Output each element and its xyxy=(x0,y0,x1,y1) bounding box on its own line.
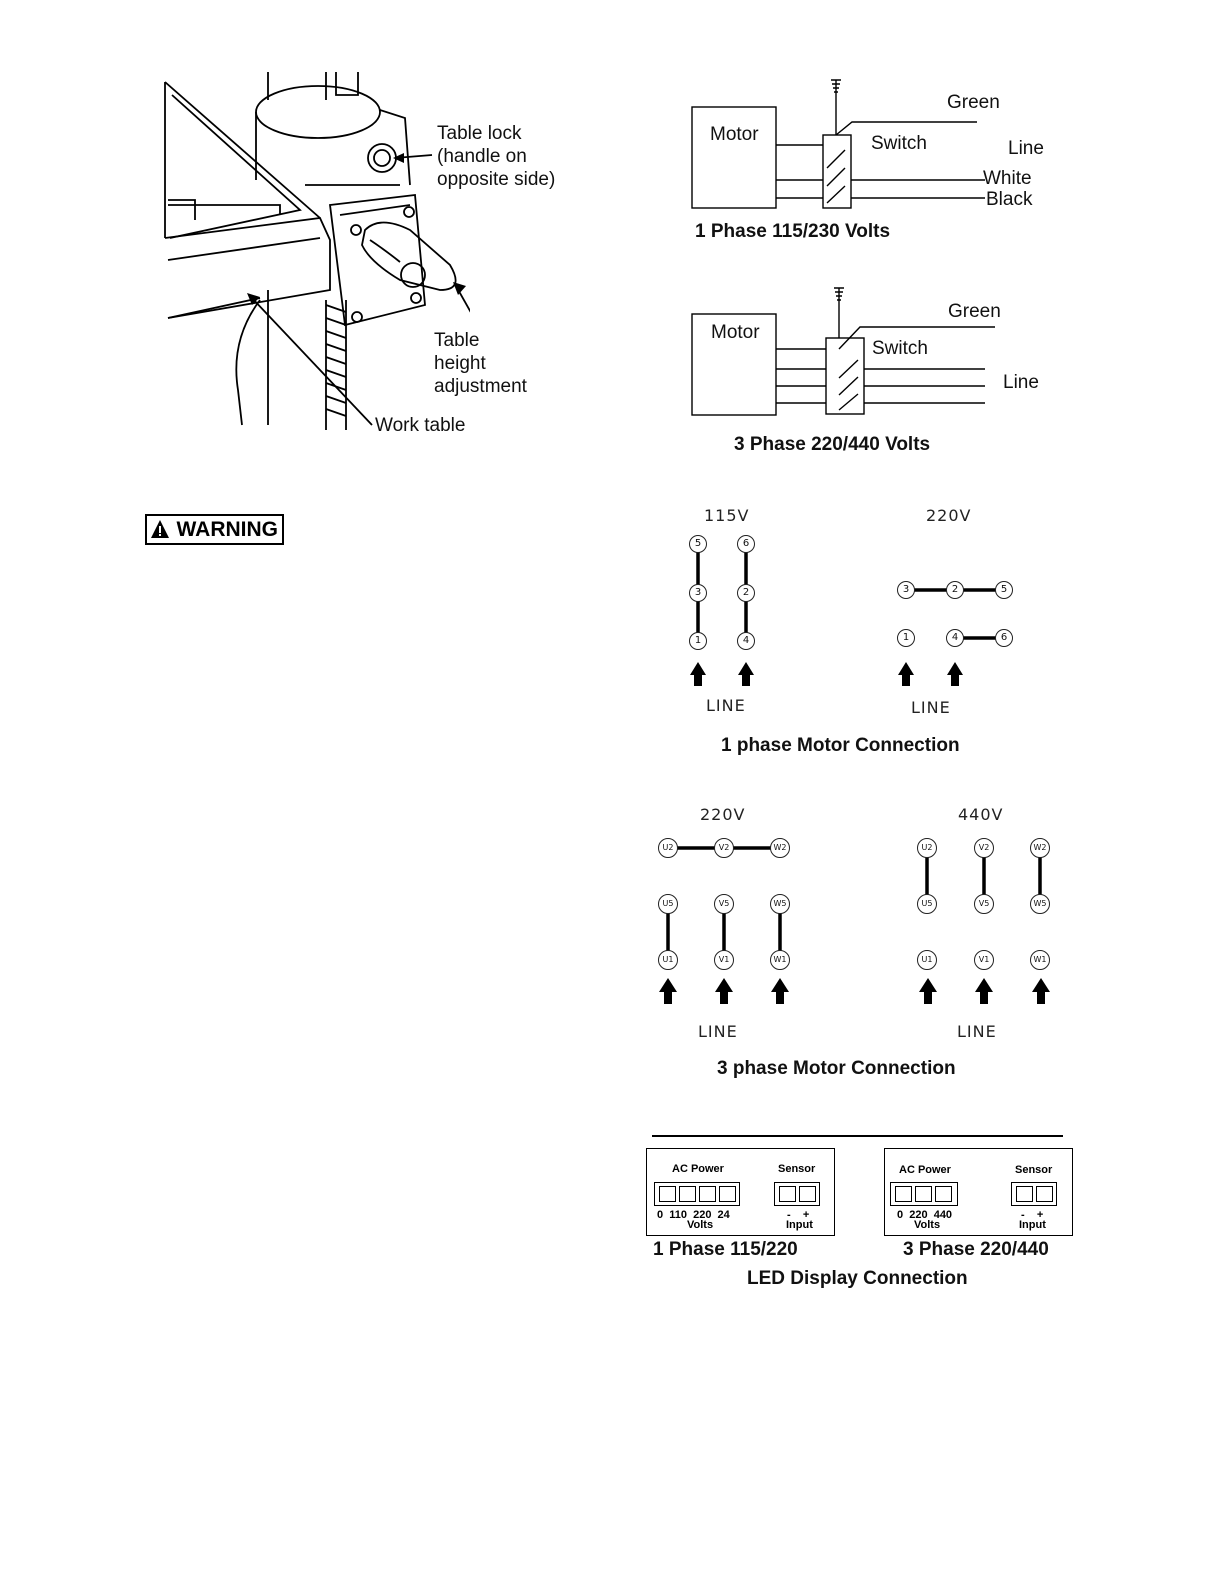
led1-ac-block xyxy=(654,1182,740,1206)
mc3-terminal: W5 xyxy=(1030,894,1050,914)
led2-slot xyxy=(895,1186,912,1202)
height-adjust-label-3: adjustment xyxy=(434,376,527,397)
mc1-terminal: 1 xyxy=(689,632,707,650)
sp-black-label: Black xyxy=(986,189,1033,210)
led1-sensor-slot xyxy=(799,1186,816,1202)
led2-sensor-slot xyxy=(1016,1186,1033,1202)
led2-caption: 3 Phase 220/440 xyxy=(903,1239,1049,1260)
led1-input: Input xyxy=(786,1219,813,1231)
mc1-terminal: 6 xyxy=(737,535,755,553)
tp-switch-label: Switch xyxy=(872,338,928,359)
mc3-220v-label: 220V xyxy=(700,805,746,824)
table-lock-label-3: opposite side) xyxy=(437,169,556,190)
mc3-terminal: W2 xyxy=(1030,838,1050,858)
mc1-115v-label: 115V xyxy=(704,506,750,525)
mc3-terminal: V1 xyxy=(714,950,734,970)
sp-green-label: Green xyxy=(947,92,1000,113)
mc3-terminal: W1 xyxy=(1030,950,1050,970)
led2-ac-block xyxy=(890,1182,958,1206)
tp-motor-label: Motor xyxy=(711,322,760,343)
mc3-terminal: V2 xyxy=(974,838,994,858)
mc3-terminal: V5 xyxy=(974,894,994,914)
tp-line-label: Line xyxy=(1003,372,1039,393)
table-lock-label-1: Table lock xyxy=(437,123,522,144)
led1-slot xyxy=(699,1186,716,1202)
mc1-terminal: 2 xyxy=(737,584,755,602)
sp-switch-label: Switch xyxy=(871,133,927,154)
led2-polarity: - + xyxy=(1021,1209,1044,1221)
mc3-terminal: V2 xyxy=(714,838,734,858)
mc1-terminal: 2 xyxy=(946,581,964,599)
led2-slot xyxy=(915,1186,932,1202)
tp-caption: 3 Phase 220/440 Volts xyxy=(734,434,931,455)
height-adjust-label-1: Table xyxy=(434,330,480,351)
mc1-wires xyxy=(680,530,1020,690)
sp-line-label: Line xyxy=(1008,138,1044,159)
led2-ac-power: AC Power xyxy=(899,1164,951,1176)
sp-caption: 1 Phase 115/230 Volts xyxy=(695,221,891,242)
led-panel-2 xyxy=(884,1148,1073,1236)
mc1-line-115: LINE xyxy=(706,696,746,715)
mc3-440v-label: 440V xyxy=(958,805,1004,824)
tp-green-label: Green xyxy=(948,301,1001,322)
mc3-terminal: W5 xyxy=(770,894,790,914)
warning-label xyxy=(145,514,284,545)
led2-input: Input xyxy=(1019,1219,1046,1231)
table-illustration xyxy=(160,68,470,438)
led2-volts-values: 0 220 440 xyxy=(897,1209,953,1221)
warning-triangle-icon xyxy=(150,519,170,539)
mc1-terminal: 3 xyxy=(897,581,915,599)
height-adjust-label-2: height xyxy=(434,353,486,374)
led1-sensor: Sensor xyxy=(778,1163,816,1175)
mc3-terminal: V1 xyxy=(974,950,994,970)
warning-text: WARNING xyxy=(176,518,278,541)
mc3-terminal: U2 xyxy=(917,838,937,858)
led1-slot xyxy=(679,1186,696,1202)
sp-white-label: White xyxy=(983,168,1032,189)
led1-sensor-slot xyxy=(779,1186,796,1202)
mc3-terminal: U5 xyxy=(917,894,937,914)
mc1-terminal: 3 xyxy=(689,584,707,602)
mc1-terminal: 4 xyxy=(737,632,755,650)
led-panel-1 xyxy=(646,1148,835,1236)
led1-volts-values: 0 110 220 24 xyxy=(657,1209,730,1221)
table-lock-label-2: (handle on xyxy=(437,146,527,167)
led2-sensor-slot xyxy=(1036,1186,1053,1202)
mc3-terminal: W1 xyxy=(770,950,790,970)
mc3-line-220: LINE xyxy=(698,1022,738,1041)
led1-polarity: - + xyxy=(787,1209,810,1221)
mc3-terminal: U5 xyxy=(658,894,678,914)
led1-slot xyxy=(719,1186,736,1202)
mc1-line-220: LINE xyxy=(911,698,951,717)
mc3-terminal: V5 xyxy=(714,894,734,914)
mc1-caption: 1 phase Motor Connection xyxy=(721,735,960,756)
mc1-terminal: 6 xyxy=(995,629,1013,647)
work-table-label: Work table xyxy=(375,415,466,436)
mc3-terminal: W2 xyxy=(770,838,790,858)
led-caption: LED Display Connection xyxy=(747,1268,968,1289)
mc1-terminal: 4 xyxy=(946,629,964,647)
led2-slot xyxy=(935,1186,952,1202)
mc3-terminal: U1 xyxy=(917,950,937,970)
led1-sensor-block xyxy=(774,1182,820,1206)
led1-caption: 1 Phase 115/220 xyxy=(653,1239,798,1260)
mc3-terminal: U1 xyxy=(658,950,678,970)
mc3-caption: 3 phase Motor Connection xyxy=(717,1058,956,1079)
mc3-wires xyxy=(650,830,1050,1010)
led-divider xyxy=(652,1135,1063,1137)
led1-slot xyxy=(659,1186,676,1202)
led1-volts: Volts xyxy=(687,1219,714,1231)
sp-motor-label: Motor xyxy=(710,124,759,145)
led2-sensor-block xyxy=(1011,1182,1057,1206)
mc3-terminal: U2 xyxy=(658,838,678,858)
led2-volts: Volts xyxy=(914,1219,941,1231)
mc1-terminal: 1 xyxy=(897,629,915,647)
mc3-line-440: LINE xyxy=(957,1022,997,1041)
mc1-220v-label: 220V xyxy=(926,506,972,525)
led2-sensor: Sensor xyxy=(1015,1164,1053,1176)
mc1-terminal: 5 xyxy=(689,535,707,553)
led1-ac-power: AC Power xyxy=(672,1163,724,1175)
mc1-terminal: 5 xyxy=(995,581,1013,599)
